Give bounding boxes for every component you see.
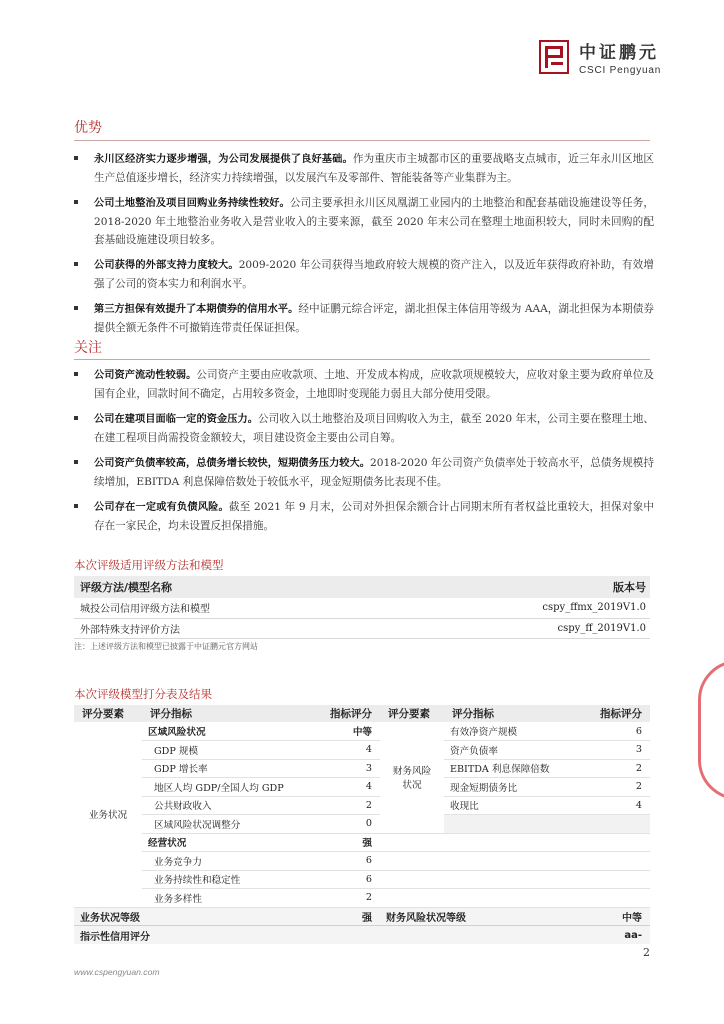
business-grade-label: 业务状况等级 — [74, 907, 320, 926]
footer-url: www.cspengyuan.com — [74, 967, 160, 977]
strengths-divider — [74, 140, 650, 141]
left-indicator: 地区人均 GDP/全国人均 GDP — [142, 778, 320, 797]
table-row — [74, 833, 650, 852]
table-row — [74, 852, 650, 871]
scorecard-header: 评分指标 — [444, 705, 592, 722]
method-name: 城投公司信用评级方法和模型 — [74, 598, 388, 618]
list-item-text: 公司收入以土地整治及项目回购收入为主，截至 2020 年末，公司主要在整理土地、在建工程项目尚需投资金额较大，项目建设资金主要由公司自筹。 — [94, 413, 654, 444]
scorecard-title: 本次评级模型打分表及结果 — [74, 687, 212, 701]
logo-mark-icon — [539, 40, 569, 74]
table-row — [74, 618, 650, 638]
list-item — [74, 454, 654, 491]
method-name: 外部特殊支持评价方法 — [74, 618, 388, 638]
list-item-text: 作为重庆市主城都市区的重要战略支点城市，近三年永川区地区生产总值逐步增长，经济实力持续增强，以发展汽车及零部件、智能装备等产业集群为主。 — [94, 153, 655, 184]
list-item — [74, 150, 654, 187]
bullet-icon — [74, 372, 78, 376]
left-indicator: 业务竞争力 — [142, 852, 320, 871]
table-row — [74, 870, 650, 889]
strengths-list — [74, 150, 654, 344]
list-item-lead: 公司存在一定或有负债风险。 — [94, 502, 229, 513]
scorecard-header: 评分要素 — [380, 705, 444, 722]
list-item-text: 2009-2020 年公司获得当地政府较大规模的资产注入，以及近年获得政府补助，有效增强了公司的资本实力和利润水平。 — [94, 259, 654, 290]
right-score: 6 — [592, 722, 650, 741]
list-item-text: 公司主要承担永川区凤凰湖工业园内的土地整治和配套基础设施建设等任务，2018-2020 年土地整治业务收入是营业收入的主要来源，截至 2020 年末公司在整理土地面积较大，同时未回购的配套基础设施建设项目较多。 — [94, 197, 655, 246]
right-indicator: 现金短期债务比 — [444, 778, 592, 797]
left-indicator: 区域风险状况 — [142, 722, 320, 741]
left-indicator: GDP 规模 — [142, 741, 320, 760]
methods-col-name: 评级方法/模型名称 — [74, 576, 388, 598]
right-indicator: EBITDA 利息保障倍数 — [444, 759, 592, 778]
left-indicator: 业务持续性和稳定性 — [142, 870, 320, 889]
list-item — [74, 300, 654, 337]
list-item-lead: 公司资产流动性较弱。 — [94, 370, 197, 381]
scorecard-header: 指标评分 — [320, 705, 380, 722]
left-score: 2 — [320, 889, 380, 908]
list-item-lead: 公司土地整治及项目回购业务持续性较好。 — [94, 198, 290, 209]
left-indicator: 区域风险状况调整分 — [142, 815, 320, 834]
left-score: 4 — [320, 741, 380, 760]
scorecard-header: 评分指标 — [142, 705, 320, 722]
methods-title: 本次评级适用评级方法和模型 — [74, 558, 224, 572]
left-score: 0 — [320, 815, 380, 834]
bullet-icon — [74, 156, 78, 160]
table-row — [74, 741, 650, 760]
company-logo — [539, 38, 661, 76]
right-score: 3 — [592, 741, 650, 760]
table-row — [74, 889, 650, 908]
list-item-lead: 永川区经济实力逐步增强，为公司发展提供了良好基础。 — [94, 154, 353, 165]
right-score: 2 — [592, 778, 650, 797]
left-score: 强 — [320, 833, 380, 852]
right-indicator: 资产负债率 — [444, 741, 592, 760]
list-item — [74, 410, 654, 447]
method-version: cspy_ff_2019V1.0 — [388, 618, 650, 638]
concerns-list — [74, 366, 654, 542]
list-item — [74, 498, 654, 535]
left-indicator: 公共财政收入 — [142, 796, 320, 815]
indicative-label: 指示性信用评分 — [74, 926, 592, 945]
left-indicator: 经营状况 — [142, 833, 320, 852]
method-version: cspy_ffmx_2019V1.0 — [388, 598, 650, 618]
list-item-lead: 公司获得的外部支持力度较大。 — [94, 260, 239, 271]
bullet-icon — [74, 306, 78, 310]
right-indicator: 有效净资产规模 — [444, 722, 592, 741]
table-row — [74, 598, 650, 618]
methods-table — [74, 576, 650, 639]
list-item-text: 2018-2020 年公司资产负债率处于较高水平，总债务规模持续增加，EBITDA 利息保障倍数处于较低水平，现金短期债务比表现不佳。 — [94, 457, 655, 488]
table-row — [74, 778, 650, 797]
right-score: 2 — [592, 759, 650, 778]
left-score: 6 — [320, 852, 380, 871]
list-item-text: 经中证鹏元综合评定，湖北担保主体信用等级为 AAA，湖北担保为本期债券提供全额无条件不可撤销连带责任保证担保。 — [94, 303, 654, 334]
methods-note: 注：上述评级方法和模型已披露于中证鹏元官方网站 — [74, 642, 258, 651]
left-score: 2 — [320, 796, 380, 815]
list-item-lead: 公司在建项目面临一定的资金压力。 — [94, 414, 258, 425]
table-row — [74, 815, 650, 834]
bullet-icon — [74, 200, 78, 204]
concerns-divider — [74, 359, 650, 360]
grade-row — [74, 907, 650, 926]
table-row — [74, 722, 650, 741]
list-item-lead: 第三方担保有效提升了本期债券的信用水平。 — [94, 304, 299, 315]
scorecard-header: 评分要素 — [74, 705, 142, 722]
list-item-text: 公司资产主要由应收款项、土地、开发成本构成，应收款项规模较大，应收对象主要为政府单位及国有企业，回款时间不确定，占用较多资金，土地即时变现能力弱且大部分使用受限。 — [94, 369, 654, 400]
bullet-icon — [74, 460, 78, 464]
table-row — [74, 796, 650, 815]
right-indicator: 收现比 — [444, 796, 592, 815]
business-group-label: 业务状况 — [74, 722, 142, 907]
left-score: 3 — [320, 759, 380, 778]
concerns-title: 关注 — [74, 340, 102, 356]
table-row — [74, 759, 650, 778]
left-indicator: GDP 增长率 — [142, 759, 320, 778]
list-item — [74, 194, 654, 249]
bullet-icon — [74, 416, 78, 420]
bullet-icon — [74, 504, 78, 508]
left-score: 6 — [320, 870, 380, 889]
scorecard-header: 指标评分 — [592, 705, 650, 722]
page-number: 2 — [643, 946, 650, 959]
list-item-text: 截至 2021 年 9 月末，公司对外担保余额合计占同期末所有者权益比重较大，担保对象中存在一家民企，均未设置反担保措施。 — [94, 501, 654, 532]
indicative-value: aa- — [592, 926, 650, 945]
bullet-icon — [74, 262, 78, 266]
list-item-lead: 公司资产负债率较高，总债务增长较快，短期债务压力较大。 — [94, 458, 370, 469]
financial-grade-value: 中等 — [592, 907, 650, 926]
business-grade-value: 强 — [320, 907, 380, 926]
left-score: 中等 — [320, 722, 380, 741]
left-score: 4 — [320, 778, 380, 797]
scorecard-table — [74, 705, 650, 944]
financial-grade-label: 财务风险状况等级 — [380, 907, 592, 926]
seal-stamp — [698, 660, 724, 800]
list-item — [74, 256, 654, 293]
right-score: 4 — [592, 796, 650, 815]
methods-col-version: 版本号 — [388, 576, 650, 598]
logo-en-text: CSCI Pengyuan — [579, 65, 662, 76]
logo-cn-text: 中证鹏元 — [579, 43, 659, 63]
left-indicator: 业务多样性 — [142, 889, 320, 908]
list-item — [74, 366, 654, 403]
indicative-row — [74, 926, 650, 945]
financial-group-label: 财务风险 状况 — [380, 722, 444, 833]
strengths-title: 优势 — [74, 120, 102, 136]
